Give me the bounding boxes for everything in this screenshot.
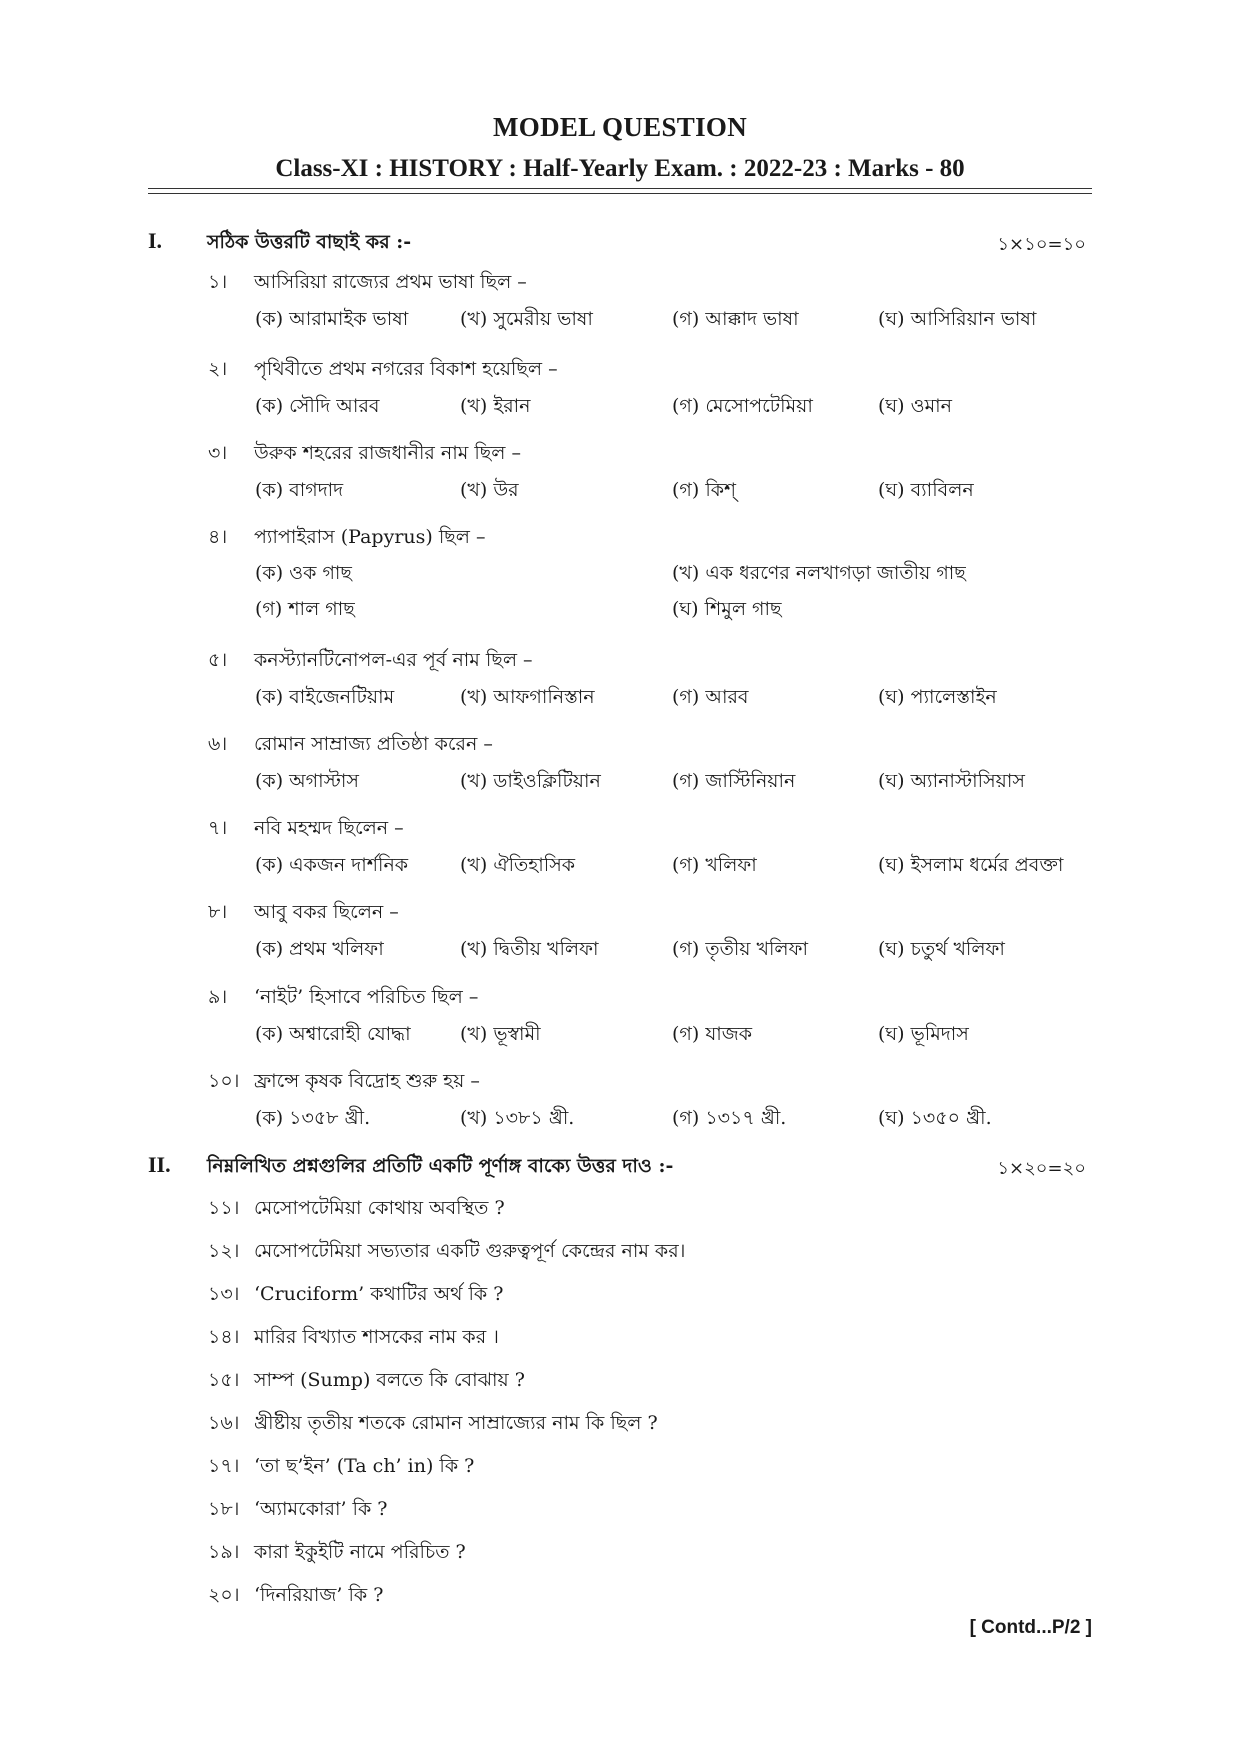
- header-divider-top: [148, 188, 1092, 189]
- answer-option: (ক) ১৩৫৮ খ্রী.: [255, 1107, 371, 1129]
- question-number: ১৯।: [208, 1541, 240, 1563]
- short-question: [208, 1581, 383, 1613]
- answer-option: (ঘ) ইসলাম ধর্মের প্রবক্তা: [878, 854, 1064, 876]
- answer-option: (ক) সৌদি আরব: [255, 395, 380, 417]
- short-question: [208, 1452, 474, 1484]
- section-1-number: I.: [148, 228, 163, 253]
- question-number: ৫।: [208, 649, 228, 671]
- question-text: রোমান সাম্রাজ্য প্রতিষ্ঠা করেন –: [254, 733, 493, 755]
- question-number: ১৮।: [208, 1498, 240, 1520]
- question-text: ‘নাইট’ হিসাবে পরিচিত ছিল –: [254, 986, 479, 1008]
- answer-option: (খ) ডাইওক্লিটিয়ান: [460, 770, 601, 792]
- question-text: নবি মহম্মদ ছিলেন –: [254, 817, 404, 839]
- question-text: আসিরিয়া রাজ্যের প্রথম ভাষা ছিল –: [254, 271, 527, 293]
- answer-option: (খ) আফগানিস্তান: [460, 686, 595, 708]
- question-number: ১৪।: [208, 1326, 240, 1348]
- question-number: ৬।: [208, 733, 228, 755]
- answer-option: (ঘ) ওমান: [878, 395, 952, 417]
- answer-option: (ঘ) শিমুল গাছ: [672, 598, 782, 620]
- question: [208, 268, 527, 300]
- answer-option: (গ) আরব: [672, 686, 749, 708]
- question-number: ৪।: [208, 526, 228, 548]
- question-number: ১৭।: [208, 1455, 240, 1477]
- question: [208, 814, 404, 846]
- question: [208, 730, 493, 762]
- question-number: ২।: [208, 358, 228, 380]
- answer-option: (ক) আরামাইক ভাষা: [255, 308, 409, 330]
- answer-option: (গ) তৃতীয় খলিফা: [672, 938, 808, 960]
- answer-option: (ক) ওক গাছ: [255, 562, 352, 584]
- answer-option: (খ) সুমেরীয় ভাষা: [460, 308, 593, 330]
- answer-option: (গ) মেসোপটেমিয়া: [672, 395, 813, 417]
- answer-option: (গ) ১৩১৭ খ্রী.: [672, 1107, 787, 1129]
- answer-option: (গ) শাল গাছ: [255, 598, 355, 620]
- question-number: ১১।: [208, 1197, 240, 1219]
- question-text: আবু বকর ছিলেন –: [254, 901, 399, 923]
- answer-option: (খ) ১৩৮১ খ্রী.: [460, 1107, 575, 1129]
- answer-option: (ক) বাগদাদ: [255, 479, 344, 501]
- header: [0, 112, 1240, 183]
- question-number: ২০।: [208, 1584, 240, 1606]
- answer-option: (ঘ) চতুর্থ খলিফা: [878, 938, 1005, 960]
- section-2-instruction: নিম্নলিখিত প্রশ্নগুলির প্রতিটি একটি পূর্ণাঙ্গ বাক্যে উত্তর দাও :-: [207, 1155, 674, 1177]
- question-text: উরুক শহরের রাজধানীর নাম ছিল –: [254, 442, 521, 464]
- continued-note: [ Contd...P/2 ]: [969, 1617, 1092, 1638]
- question-text: ফ্রান্সে কৃষক বিদ্রোহ শুরু হয় –: [254, 1070, 480, 1092]
- question-number: ১০।: [208, 1070, 240, 1092]
- question-number: ১৫।: [208, 1369, 240, 1391]
- section-1-instruction: সঠিক উত্তরটি বাছাই কর :-: [207, 231, 412, 253]
- short-question: [208, 1409, 658, 1441]
- answer-option: (খ) এক ধরণের নলখাগড়া জাতীয় গাছ: [672, 562, 966, 584]
- answer-option: (ঘ) ভূমিদাস: [878, 1023, 969, 1045]
- answer-option: (ক) একজন দার্শনিক: [255, 854, 409, 876]
- question-text: কারা ইকুইটি নামে পরিচিত ?: [254, 1541, 466, 1563]
- question-number: ১২।: [208, 1240, 240, 1262]
- page-title: MODEL QUESTION: [492, 112, 747, 142]
- short-question: [208, 1366, 525, 1398]
- question-text: ‘Cruciform’ কথাটির অর্থ কি ?: [254, 1283, 504, 1305]
- question-number: ১।: [208, 271, 228, 293]
- answer-option: (ঘ) ব্যাবিলন: [878, 479, 974, 501]
- short-question: [208, 1194, 505, 1226]
- question: [208, 1067, 480, 1099]
- answer-option: (ক) অশ্বারোহী যোদ্ধা: [255, 1023, 411, 1045]
- question-text: পৃথিবীতে প্রথম নগরের বিকাশ হয়েছিল –: [254, 358, 558, 380]
- question-text: সাম্প (Sump) বলতে কি বোঝায় ?: [254, 1369, 525, 1391]
- section-2-marks: ১×২০=২০: [997, 1158, 1086, 1179]
- header-divider-bottom: [148, 193, 1092, 194]
- answer-option: (খ) ঐতিহাসিক: [460, 854, 576, 876]
- section-1-marks: ১×১০=১০: [997, 234, 1086, 255]
- answer-option: (ক) বাইজেনটিয়াম: [255, 686, 395, 708]
- question: [208, 439, 521, 471]
- question-text: মেসোপটেমিয়া কোথায় অবস্থিত ?: [254, 1197, 505, 1219]
- answer-option: (গ) যাজক: [672, 1023, 753, 1045]
- question-text: মেসোপটেমিয়া সভ্যতার একটি গুরুত্বপূর্ণ কেন্দ্রের নাম কর।: [254, 1240, 686, 1262]
- answer-option: (খ) দ্বিতীয় খলিফা: [460, 938, 599, 960]
- exam-subtitle: Class-XI : HISTORY : Half-Yearly Exam. : 2022-23 : Marks - 80: [275, 155, 965, 182]
- short-question: [208, 1280, 503, 1312]
- question-text: কনস্ট্যানটিনোপল-এর পূর্ব নাম ছিল –: [254, 649, 533, 671]
- short-question: [208, 1323, 499, 1355]
- question-number: ১৬।: [208, 1412, 240, 1434]
- question-text: মারির বিখ্যাত শাসকের নাম কর ।: [254, 1326, 499, 1348]
- question-text: খ্রীষ্টীয় তৃতীয় শতকে রোমান সাম্রাজ্যের নাম কি ছিল ?: [254, 1412, 658, 1434]
- question-text: ‘অ্যামকোরা’ কি ?: [254, 1498, 388, 1520]
- section-2-number: II.: [148, 1152, 171, 1177]
- answer-option: (গ) জাস্টিনিয়ান: [672, 770, 796, 792]
- question-text: প্যাপাইরাস (Papyrus) ছিল –: [254, 526, 486, 548]
- answer-option: (গ) আক্কাদ ভাষা: [672, 308, 799, 330]
- answer-option: (ক) অগাস্টাস: [255, 770, 359, 792]
- answer-option: (ক) প্রথম খলিফা: [255, 938, 384, 960]
- question-number: ৮।: [208, 901, 228, 923]
- answer-option: (ঘ) আসিরিয়ান ভাষা: [878, 308, 1037, 330]
- answer-option: (খ) ইরান: [460, 395, 531, 417]
- question: [208, 983, 478, 1015]
- question-number: ৯।: [208, 986, 228, 1008]
- question-text: ‘তা ছ’ইন’ (Ta ch’ in) কি ?: [254, 1455, 475, 1477]
- question-number: ৭।: [208, 817, 228, 839]
- question-text: ‘দিনরিয়াজ’ কি ?: [254, 1584, 384, 1606]
- answer-option: (খ) উর: [460, 479, 519, 501]
- short-question: [208, 1237, 685, 1269]
- answer-option: (ঘ) প্যালেস্তাইন: [878, 686, 997, 708]
- question-number: ১৩।: [208, 1283, 240, 1305]
- answer-option: (ঘ) ১৩৫০ খ্রী.: [878, 1107, 992, 1129]
- question-number: ৩।: [208, 442, 228, 464]
- question: [208, 898, 399, 930]
- short-question: [208, 1538, 466, 1570]
- answer-option: (গ) খলিফা: [672, 854, 757, 876]
- question: [208, 523, 486, 555]
- question: [208, 646, 533, 678]
- question: [208, 355, 558, 387]
- answer-option: (গ) কিশ্: [672, 479, 737, 501]
- answer-option: (খ) ভূস্বামী: [460, 1023, 541, 1045]
- short-question: [208, 1495, 388, 1527]
- answer-option: (ঘ) অ্যানাস্টাসিয়াস: [878, 770, 1025, 792]
